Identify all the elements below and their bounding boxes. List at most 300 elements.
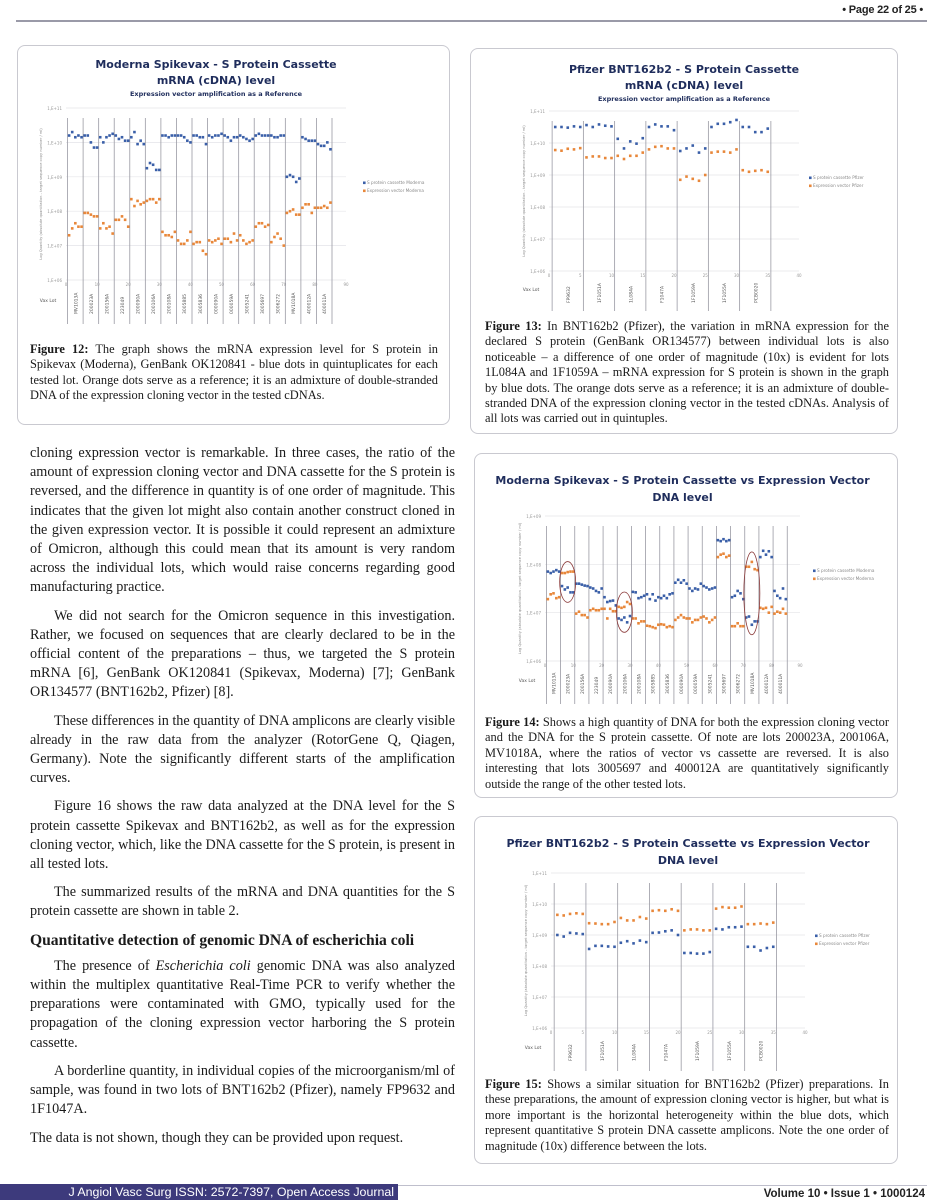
data-point (118, 219, 121, 222)
lot-label: 3006272 (736, 673, 742, 694)
data-point (276, 232, 279, 235)
data-point (248, 241, 251, 244)
data-point (276, 136, 279, 139)
data-point (691, 144, 694, 147)
volume-info: Volume 10 • Issue 1 • 1000124 (763, 1188, 925, 1200)
data-point (634, 591, 637, 594)
data-point (581, 933, 584, 936)
data-point (564, 588, 567, 591)
data-point (304, 138, 307, 141)
data-point (751, 623, 754, 626)
data-point (728, 554, 731, 557)
paragraph: Figure 16 shows the raw data analyzed at the DNA level for the S protein cassette Spikevax and BNT162b2, as well as for the expression cloning vector, which, like the DNA cassette for the S protein, is present in all tested lots. (30, 798, 455, 873)
chart-subtitle: DNA level (657, 854, 719, 867)
data-point (121, 136, 124, 139)
x-axis-label: Vax Lot (524, 1046, 542, 1051)
data-point (96, 215, 99, 218)
data-point (205, 143, 208, 146)
data-point (708, 621, 711, 624)
x-tick: 90 (797, 663, 803, 668)
data-point (668, 625, 671, 628)
data-point (180, 243, 183, 246)
data-point (158, 169, 161, 172)
data-point (233, 136, 236, 139)
data-point (632, 942, 635, 945)
data-point (626, 601, 629, 604)
data-point (561, 585, 564, 588)
data-point (307, 139, 310, 142)
legend-marker (363, 190, 366, 193)
data-point (556, 934, 559, 937)
data-point (606, 617, 609, 620)
data-point (304, 203, 307, 206)
data-point (581, 913, 584, 916)
data-point (598, 591, 601, 594)
data-point (717, 539, 720, 542)
lot-label: 000059A (694, 673, 700, 694)
data-point (666, 147, 669, 150)
data-point (220, 243, 223, 246)
data-point (645, 941, 648, 944)
data-point (592, 587, 595, 590)
data-point (753, 568, 756, 571)
data-point (603, 596, 606, 599)
data-point (111, 232, 114, 235)
data-point (643, 594, 646, 597)
data-point (202, 249, 205, 252)
lot-label: 1F1051A (598, 283, 603, 303)
legend-marker (813, 570, 816, 573)
data-point (773, 612, 776, 615)
paragraph: The data is not shown, though they can be provided upon request. (30, 1129, 404, 1146)
x-tick: 25 (707, 1030, 713, 1035)
data-point (785, 612, 788, 615)
data-point (114, 219, 117, 222)
x-tick: 0 (543, 663, 547, 668)
data-point (130, 136, 133, 139)
data-point (573, 148, 576, 151)
data-point (111, 133, 114, 136)
data-point (282, 244, 285, 247)
data-point (133, 131, 136, 134)
data-point (629, 140, 632, 143)
lot-label: 3005836 (198, 293, 204, 314)
data-point (768, 611, 771, 614)
y-tick: 1,E+06 (532, 1026, 547, 1031)
x-tick: 0 (64, 282, 68, 287)
data-point (715, 928, 718, 931)
data-point (685, 617, 688, 620)
data-point (598, 155, 601, 158)
data-point (639, 916, 642, 919)
lot-label: 200156A (580, 673, 586, 694)
data-point (654, 146, 657, 149)
y-tick: 1,E+11 (530, 109, 545, 114)
data-point (646, 624, 649, 627)
data-point (77, 134, 80, 137)
lot-label: 1F1059A (691, 283, 697, 303)
data-point (96, 146, 99, 149)
data-point (127, 139, 130, 142)
data-point (740, 905, 743, 908)
x-tick: 90 (343, 282, 349, 287)
data-point (683, 616, 686, 619)
data-point (679, 150, 682, 153)
data-point (683, 952, 686, 955)
data-point (142, 143, 145, 146)
figure-12-label: Figure 12: (30, 342, 89, 356)
data-point (292, 208, 295, 211)
data-point (270, 241, 273, 244)
data-point (214, 239, 217, 242)
data-point (99, 136, 102, 139)
data-point (74, 222, 77, 225)
figure-13-label: Figure 13: (485, 319, 542, 333)
data-point (273, 236, 276, 239)
data-point (192, 243, 195, 246)
data-point (760, 131, 763, 134)
data-point (604, 124, 607, 127)
data-point (198, 241, 201, 244)
data-point (632, 919, 635, 922)
x-tick: 10 (611, 1030, 618, 1035)
data-point (223, 237, 226, 240)
data-point (708, 951, 711, 954)
data-point (317, 143, 320, 146)
x-tick: 5 (581, 1030, 585, 1035)
data-point (569, 570, 572, 573)
data-point (694, 587, 697, 590)
data-point (105, 136, 108, 139)
data-point (547, 570, 550, 573)
data-point (635, 155, 638, 158)
data-point (326, 206, 329, 209)
y-tick: 1,E+06 (526, 659, 541, 664)
data-point (779, 611, 782, 614)
x-tick: 20 (599, 663, 605, 668)
data-point (664, 910, 667, 913)
figure-14-label: Figure 14: (485, 715, 540, 729)
data-point (705, 586, 708, 589)
data-point (671, 592, 674, 595)
data-point (658, 931, 661, 934)
data-point (689, 952, 692, 955)
lot-label: FP9632 (569, 1044, 575, 1061)
data-point (595, 609, 598, 612)
data-point (152, 198, 155, 201)
data-point (208, 239, 211, 242)
data-point (183, 243, 186, 246)
data-point (641, 151, 644, 154)
y-tick: 1,E+11 (532, 871, 547, 876)
y-tick: 1,E+08 (47, 209, 62, 215)
data-point (674, 581, 677, 584)
data-point (155, 169, 158, 172)
data-point (702, 585, 705, 588)
data-point (146, 200, 149, 203)
data-point (623, 158, 626, 161)
data-point (649, 598, 652, 601)
data-point (326, 141, 329, 144)
data-point (691, 590, 694, 593)
data-point (211, 136, 214, 139)
data-point (626, 621, 629, 624)
data-point (226, 136, 229, 139)
data-point (99, 227, 102, 230)
data-point (282, 134, 285, 137)
data-point (80, 136, 83, 139)
data-point (68, 134, 71, 137)
data-point (711, 619, 714, 622)
data-point (245, 243, 248, 246)
data-point (740, 925, 743, 928)
data-point (102, 141, 105, 144)
data-point (691, 621, 694, 624)
y-axis-label: Log Quantity (absolute quantitation - target sequence copy number / ml) (522, 125, 526, 257)
data-point (700, 582, 703, 585)
data-point (248, 139, 251, 142)
paragraph: cloning expression vector is remarkable. In three cases, the ratio of the amount of expression cloning vector and DNA cassette for the S protein is reversed, and the difference in quantity is of one order of magnitude. This indicates that the given lot might also contain another construct cloned in the given expression vector. It is possible it could represent an admixture of Omicron, although this could mean that its amount is very random across the individual lots, which would raise concerns regarding good manufacturing practice. (30, 445, 455, 596)
lot-label: MV1013A (74, 292, 80, 314)
data-point (320, 145, 323, 148)
data-point (677, 579, 680, 582)
lot-label: 1L084A (632, 1043, 638, 1061)
data-point (146, 167, 149, 170)
data-point (748, 615, 751, 618)
data-point (155, 201, 158, 204)
x-axis-label: Vax Lot (522, 288, 540, 293)
data-point (779, 597, 782, 600)
paragraph: The presence of Escherichia coli genomic DNA was also analyzed within the multiplex quantitative Real-Time PCR to verify whether the preparations were contaminated with GMO, typically used for the propagation of the cloning expression vector harboring the S protein cassette. (30, 957, 455, 1051)
figure-13-chart (471, 49, 896, 311)
data-point (585, 156, 588, 159)
data-point (86, 134, 89, 137)
data-point (766, 923, 769, 926)
x-axis-label: Vax Lot (39, 299, 57, 304)
data-point (626, 919, 629, 922)
data-point (261, 134, 264, 137)
x-tick: 70 (281, 282, 287, 287)
data-point (715, 907, 718, 910)
data-point (654, 123, 657, 126)
data-point (124, 139, 127, 142)
data-point (136, 143, 139, 146)
x-tick: 30 (738, 1030, 745, 1035)
data-point (245, 138, 248, 141)
data-point (649, 625, 652, 628)
x-axis-label: Vax Lot (518, 679, 536, 684)
data-point (270, 134, 273, 137)
figure-15-label: Figure 15: (485, 1077, 542, 1091)
data-point (600, 608, 603, 611)
y-tick: 1,E+11 (47, 106, 62, 111)
data-point (242, 239, 245, 242)
data-point (698, 151, 701, 154)
data-point (295, 181, 298, 184)
data-point (569, 932, 572, 935)
data-point (286, 212, 289, 215)
figure-14-caption: Figure 14: Shows a high quantity of DNA for both the expression cloning vector and the DNA for the S protein cassette. Of note are lots 200023A, 200106A, MV1018A, where the ratios of vector vs cassette are reversed. It is also interesting that lots 3005697 and 400012A are quantitatively significantly outside the range of the other tested lots. (485, 715, 889, 791)
lot-label: 1L084A (629, 285, 635, 303)
data-point (149, 162, 152, 165)
data-point (725, 540, 728, 543)
lot-label: 3005836 (665, 673, 671, 694)
figure-14-box (474, 453, 898, 798)
lot-label: 223049 (595, 676, 600, 694)
data-point (739, 592, 742, 595)
data-point (673, 129, 676, 132)
data-point (267, 224, 270, 227)
lot-label: 1F1055A (727, 1041, 733, 1061)
y-tick: 1,E+07 (532, 995, 547, 1000)
data-point (591, 126, 594, 129)
data-point (220, 133, 223, 136)
data-point (620, 941, 623, 944)
data-point (635, 142, 638, 145)
data-point (139, 203, 142, 206)
data-point (766, 127, 769, 130)
data-point (289, 174, 292, 177)
data-point (102, 222, 105, 225)
data-point (239, 234, 242, 237)
lot-label: 200023A (89, 293, 95, 314)
data-point (620, 607, 623, 610)
data-point (604, 157, 607, 160)
data-point (666, 597, 669, 600)
data-point (671, 626, 674, 629)
data-point (592, 608, 595, 611)
x-tick: 20 (671, 273, 677, 278)
data-point (598, 609, 601, 612)
data-point (589, 586, 592, 589)
legend-marker (813, 578, 816, 581)
section-heading: Quantitative detection of genomic DNA of escherichia coli (30, 931, 415, 949)
data-point (310, 139, 313, 142)
data-point (748, 126, 751, 129)
data-point (660, 145, 663, 148)
data-point (127, 225, 130, 228)
data-point (721, 906, 724, 909)
data-point (93, 146, 96, 149)
y-tick: 1,E+08 (530, 205, 545, 210)
data-point (192, 134, 195, 137)
data-point (273, 136, 276, 139)
data-point (314, 139, 317, 142)
x-tick: 10 (570, 663, 576, 668)
data-point (717, 556, 720, 559)
data-point (261, 222, 264, 225)
data-point (581, 614, 584, 617)
data-point (785, 598, 788, 601)
y-tick: 1,E+10 (47, 140, 62, 146)
data-point (704, 174, 707, 177)
data-point (77, 225, 80, 228)
lot-label: 1F1051A (600, 1041, 606, 1061)
data-point (736, 622, 739, 625)
lot-label: 000090A (680, 673, 685, 694)
journal-band: J Angiol Vasc Surg ISSN: 2572-7397, Open Access Journal (0, 1184, 398, 1200)
x-tick: 0 (547, 273, 551, 278)
y-tick: 1,E+09 (530, 173, 545, 178)
data-point (174, 134, 177, 137)
footer-divider (398, 1185, 927, 1186)
data-point (641, 137, 644, 140)
data-point (575, 932, 578, 935)
data-point (753, 945, 756, 948)
figure-15-caption: Figure 15: Shows a similar situation for BNT162b2 (Pfizer) preparations. In these preparations, the amount of expression cloning vector is higher, but what is more important is the horizontal heterogeneity within the blue dots, which represent quantitative S protein DNA cassette amplicons. Note the one order of magnitude (10x) difference between the lots. (485, 1077, 889, 1153)
data-point (719, 553, 722, 556)
lot-label: 3005885 (651, 673, 657, 694)
data-point (556, 914, 559, 917)
data-point (230, 241, 233, 244)
x-tick: 50 (219, 282, 225, 287)
data-point (714, 586, 717, 589)
data-point (640, 596, 643, 599)
data-point (202, 136, 205, 139)
lot-label: 200090A (136, 293, 142, 314)
data-point (697, 588, 700, 591)
data-point (149, 198, 152, 201)
x-tick: 80 (769, 663, 775, 668)
data-point (142, 201, 145, 204)
data-point (581, 583, 584, 586)
data-point (688, 617, 691, 620)
data-point (560, 149, 563, 152)
data-point (731, 625, 734, 628)
x-tick: 40 (796, 273, 802, 278)
data-point (606, 601, 609, 604)
data-point (254, 225, 257, 228)
figure-13-box (470, 48, 898, 434)
data-point (623, 606, 626, 609)
lot-label: 3005241 (245, 293, 251, 314)
x-tick: 60 (250, 282, 256, 287)
lot-label: 223049 (121, 296, 126, 314)
data-point (728, 926, 731, 929)
data-point (547, 598, 550, 601)
data-point (329, 148, 332, 151)
data-point (298, 213, 301, 216)
body-text-column (30, 444, 455, 1157)
data-point (170, 236, 173, 239)
annotation-ellipse (616, 592, 632, 632)
lot-label: 400011A (323, 293, 329, 314)
legend-label: S protein cassette Pfizer (813, 175, 864, 180)
data-point (660, 597, 663, 600)
data-point (658, 909, 661, 912)
data-point (753, 923, 756, 926)
data-point (751, 561, 754, 564)
data-point (158, 198, 161, 201)
data-point (697, 619, 700, 622)
data-point (208, 134, 211, 137)
data-point (708, 588, 711, 591)
data-point (666, 125, 669, 128)
lot-label: F1047A (664, 1043, 670, 1061)
data-point (736, 590, 739, 593)
y-tick: 1,E+07 (530, 237, 545, 242)
data-point (566, 571, 569, 574)
data-point (579, 147, 582, 150)
page-header (16, 0, 927, 22)
data-point (747, 945, 750, 948)
data-point (174, 231, 177, 234)
lot-label: 3005241 (708, 673, 714, 694)
data-point (566, 126, 569, 129)
data-point (594, 922, 597, 925)
x-tick: 20 (675, 1030, 681, 1035)
data-point (217, 237, 220, 240)
